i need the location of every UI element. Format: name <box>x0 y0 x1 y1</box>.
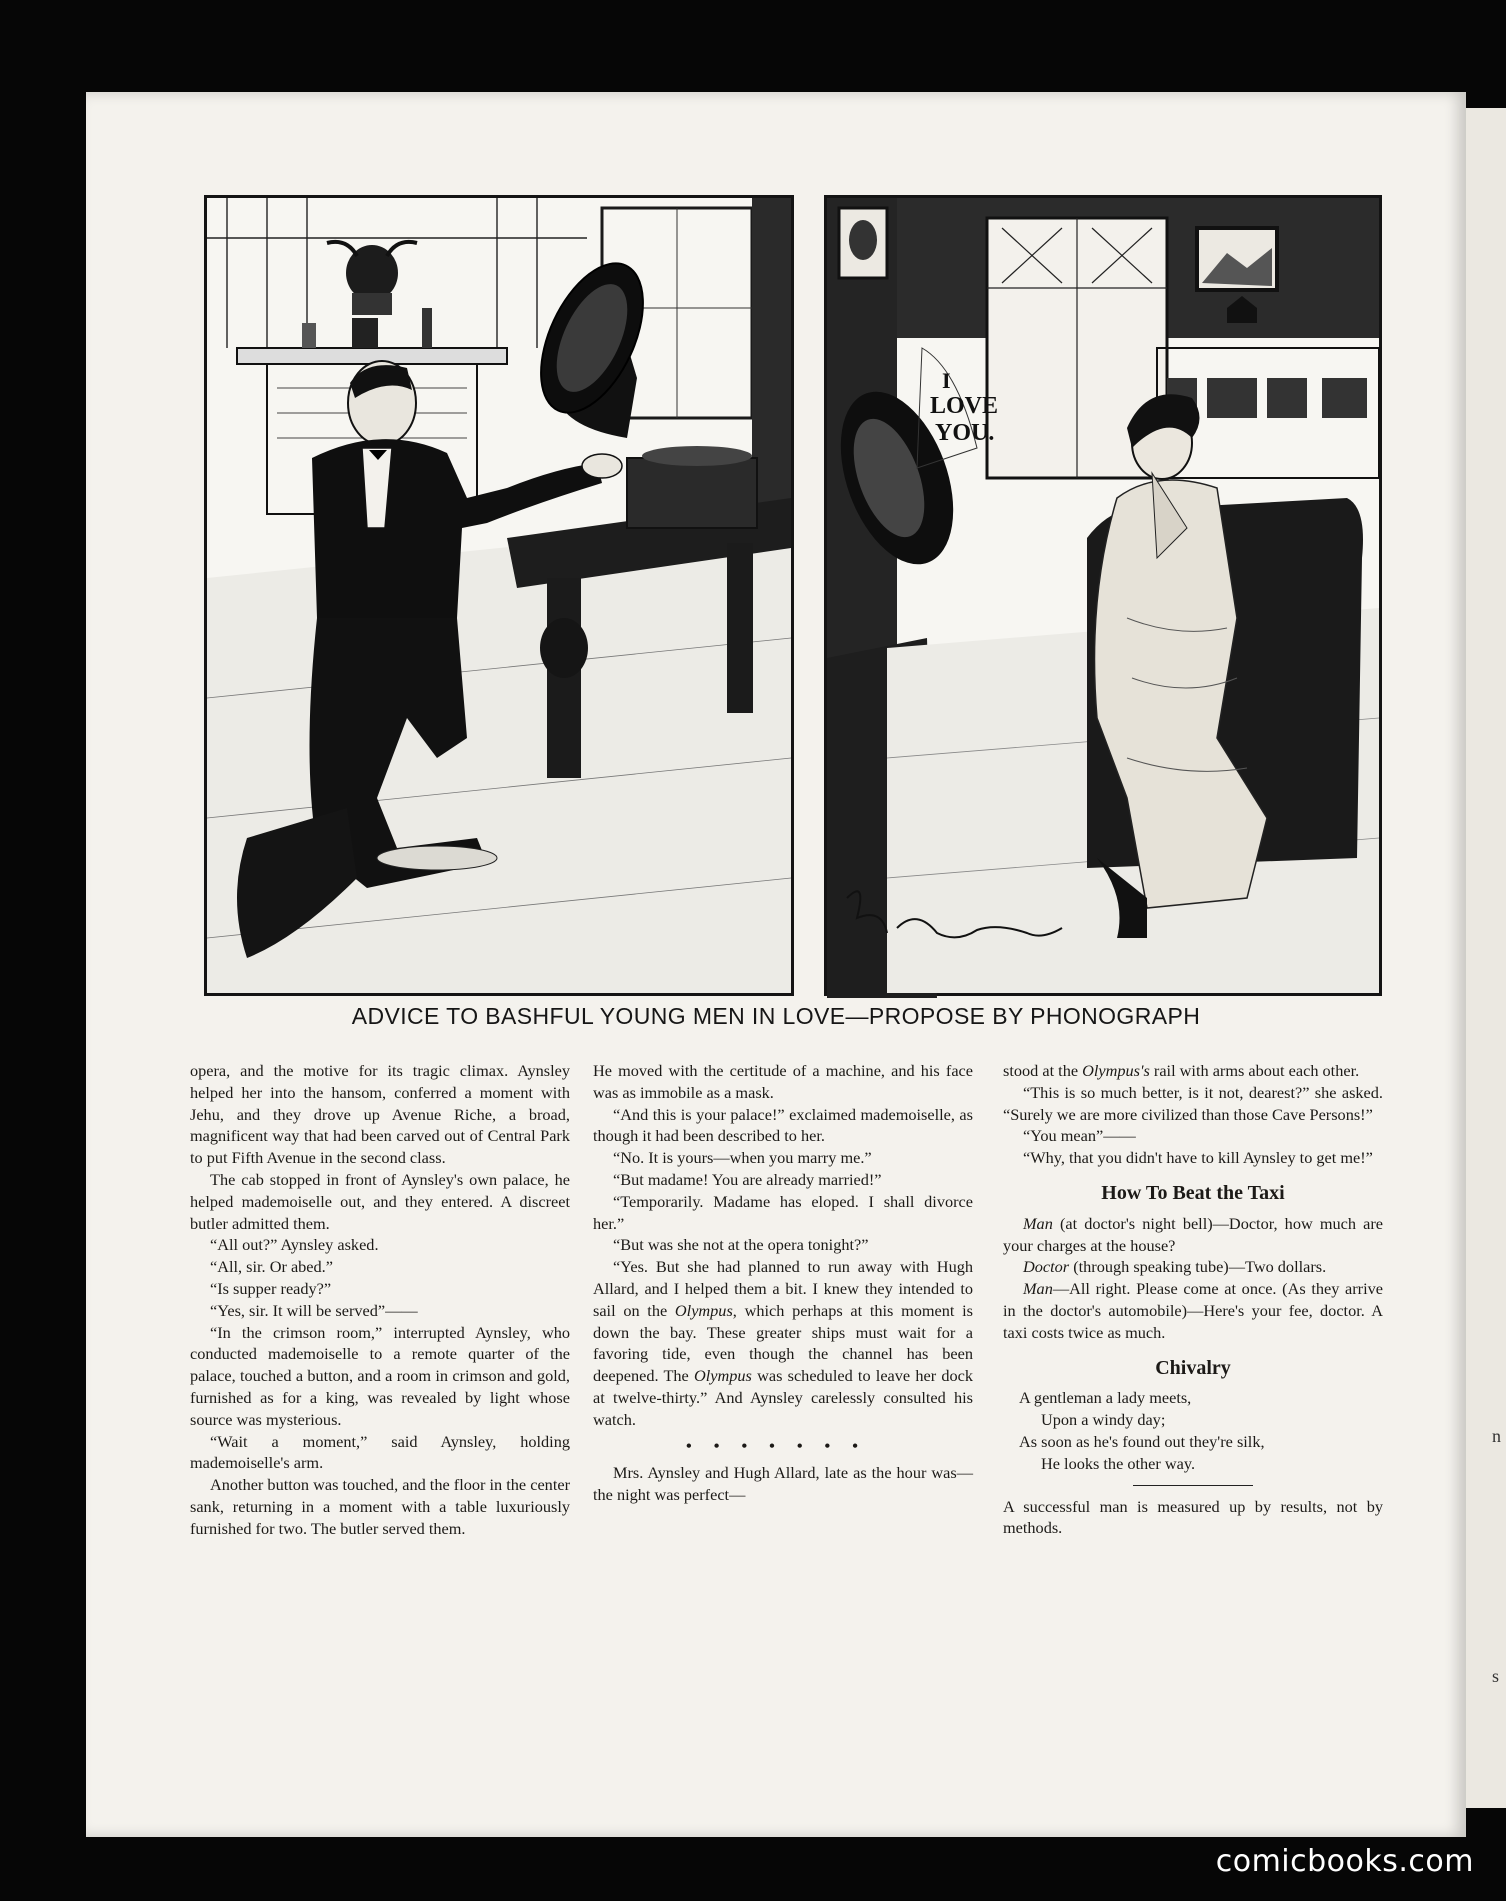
paragraph: He moved with the certitude of a machine, and his face was as immobile as a mask. <box>593 1061 973 1102</box>
next-page-char: s <box>1492 1666 1500 1686</box>
magazine-page <box>86 92 1466 1837</box>
text-run: was scheduled to leave her dock at twelve-thirty.” And Aynsley carelessly consulted his watch. <box>593 1366 973 1429</box>
text-run: stood at the <box>1003 1061 1083 1080</box>
next-page-char: n <box>1492 1426 1501 1446</box>
paragraph: “No. It is yours—when you marry me.” <box>613 1148 872 1168</box>
poem <box>1019 1387 1383 1474</box>
ship-name: Olympus <box>674 1300 733 1320</box>
section-break-dots: ••••••• <box>686 1435 880 1455</box>
paragraph: “This is so much better, is it not, dearest?” she asked. “Surely we are more civilized than those Cave Persons!” <box>1003 1082 1383 1124</box>
speaker-label: Doctor <box>1023 1257 1070 1277</box>
text-column-1 <box>190 1060 570 1540</box>
sound-text-love: LOVE <box>930 393 999 419</box>
text-run: —All right. Please come at once. (As they arrive in the doctor's automobile)—Here's your fee, doctor. A taxi costs twice as much. <box>1003 1279 1383 1342</box>
text-run: , which perhaps at this moment is down the bay. These greater ships must wait for a favoring tide, even though the channel has been deepened. The <box>593 1300 974 1386</box>
paragraph: “You mean”—— <box>1023 1126 1136 1146</box>
paragraph <box>1003 1256 1383 1278</box>
paragraph: “All out?” Aynsley asked. <box>210 1235 379 1255</box>
paragraph <box>593 1256 973 1430</box>
speaker-label: Man <box>1023 1279 1053 1299</box>
paragraph: Mrs. Aynsley and Hugh Allard, late as the hour was—the night was perfect— <box>593 1463 973 1505</box>
sound-text-i: I <box>942 368 951 393</box>
paragraph <box>1003 1060 1383 1082</box>
poem-line: A gentleman a lady meets, <box>1019 1388 1192 1408</box>
poem-line: He looks the other way. <box>1041 1453 1196 1473</box>
paragraph: “All, sir. Or abed.” <box>210 1257 333 1277</box>
illustration-caption: ADVICE TO BASHFUL YOUNG MEN IN LOVE—PROPOSE BY PHONOGRAPH <box>351 1003 1201 1029</box>
paragraph: “Why, that you didn't have to kill Aynsley to get me!” <box>1023 1148 1373 1168</box>
poem-line: Upon a windy day; <box>1041 1410 1166 1430</box>
paragraph: “But madame! You are already married!” <box>613 1169 882 1189</box>
sound-text-you: YOU. <box>935 420 995 446</box>
paragraph: Another button was touched, and the floor in the center sank, returning in a moment with a table luxuriously furnished for two. The butler served them. <box>190 1475 570 1538</box>
section-heading: How To Beat the Taxi <box>1101 1181 1285 1204</box>
poem-line: As soon as he's found out they're silk, <box>1019 1431 1265 1451</box>
paragraph: “Temporarily. Madame has eloped. I shall divorce her.” <box>593 1191 973 1233</box>
illustration-right <box>824 195 1382 996</box>
paragraph: “Yes, sir. It will be served”—— <box>210 1300 418 1320</box>
watermark: comicbooks.com <box>1215 1844 1474 1879</box>
paragraph: “Is supper ready?” <box>210 1278 332 1298</box>
paragraph <box>1003 1213 1383 1257</box>
text-run: “Yes. But she had planned to run away with Hugh Allard, and I helped them a bit. I knew they intended to sail on the <box>593 1257 973 1320</box>
text-run: (at doctor's night bell)—Doctor, how much are your charges at the house? <box>1003 1213 1383 1255</box>
illustration-right-drawing <box>827 198 1379 993</box>
illustration-left <box>204 195 794 996</box>
text-run: (through speaking tube)—Two dollars. <box>1069 1257 1327 1277</box>
paragraph: A successful man is measured up by results, not by methods. <box>1003 1496 1383 1538</box>
paragraph: The cab stopped in front of Aynsley's own palace, he helped mademoiselle out, and they entered. A discreet butler admitted them. <box>190 1169 570 1233</box>
ship-name: Olympus <box>693 1366 752 1386</box>
paragraph: “And this is your palace!” exclaimed mademoiselle, as though it had been described to her. <box>593 1104 973 1146</box>
text-run: rail with arms about each other. <box>1149 1061 1360 1080</box>
paragraph: “In the crimson room,” interrupted Aynsley, who conducted mademoiselle to a remote quarter of the palace, touched a button, and a room in crimson and gold, furnished as for a king, was revealed by light whose source was mysterious. <box>190 1322 570 1429</box>
ship-name: Olympus's <box>1082 1061 1150 1080</box>
paragraph: “But was she not at the opera tonight?” <box>613 1235 869 1255</box>
paragraph: opera, and the motive for its tragic climax. Aynsley helped her into the hansom, conferred a moment with Jehu, and they drove up Avenue Riche, a broad, magnificent way that had been carved out of Central Park to put Fifth Avenue in the second class. <box>190 1061 570 1168</box>
speaker-label: Man <box>1023 1213 1053 1233</box>
text-column-3 <box>1003 1060 1383 1539</box>
illustration-left-drawing <box>207 198 791 993</box>
text-column-2 <box>593 1060 973 1506</box>
paragraph: “Wait a moment,” said Aynsley, holding mademoiselle's arm. <box>190 1431 570 1473</box>
divider <box>1133 1485 1253 1486</box>
section-heading: Chivalry <box>1155 1356 1231 1379</box>
paragraph <box>1003 1278 1383 1343</box>
